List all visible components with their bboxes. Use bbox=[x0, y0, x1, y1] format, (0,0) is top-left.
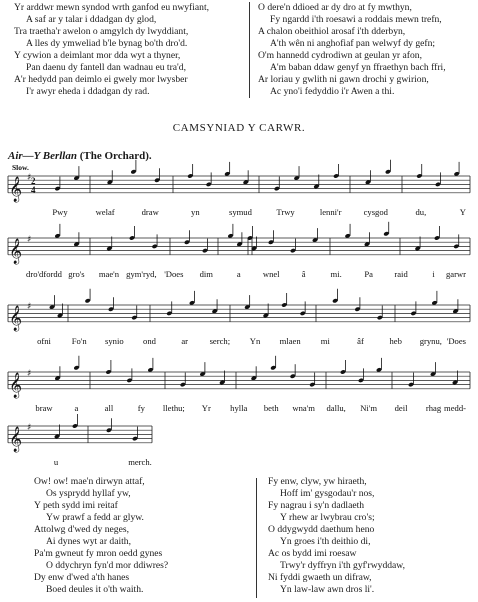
verse-line: O ddygwydd daethum heno bbox=[268, 524, 375, 535]
lyric-syllable: all bbox=[104, 402, 114, 413]
verse-line: Ac os bydd imi roesaw bbox=[268, 548, 357, 559]
treble-clef-icon: 𝄞 bbox=[9, 372, 23, 398]
treble-clef-icon: 𝄞 bbox=[9, 305, 23, 331]
lyric-syllable: Yr bbox=[201, 402, 211, 413]
lyric-syllable: mi bbox=[320, 335, 330, 346]
verse-line: Y rhew ar lwybrau cro's; bbox=[280, 512, 375, 523]
verse-line: Y peth sydd imi reitaf bbox=[34, 500, 118, 511]
lyric-syllable: u bbox=[53, 456, 59, 467]
verse-line: I'r awyr eheda i ddadgan dy rad. bbox=[26, 86, 150, 97]
verse-line: O ddychryn fyn'd mor ddiwres? bbox=[46, 560, 169, 571]
verse-line: O dere'n ddioed ar dy dro at fy mwthyn, bbox=[258, 2, 412, 13]
lyric-syllable: beth bbox=[263, 402, 279, 413]
time-signature-top: 2 bbox=[31, 176, 36, 186]
lyric-syllable: 'Does bbox=[446, 335, 466, 346]
verse-line: Dy enw d'wed a'th hanes bbox=[34, 572, 130, 583]
lyric-syllable: Pwy bbox=[52, 206, 68, 217]
treble-clef-icon: 𝄞 bbox=[9, 238, 23, 264]
verse-line: Attolwg d'wed dy neges, bbox=[34, 524, 129, 535]
lyric-syllable: symud bbox=[228, 206, 252, 217]
lyric-syllable: a bbox=[74, 402, 79, 413]
verse-line: A'r hedydd pan deimlo ei gwely mor lwysber bbox=[14, 74, 188, 85]
lyric-syllable: serch; bbox=[209, 335, 231, 346]
lyric-syllable: lenni'r bbox=[319, 206, 342, 217]
sharp-key-signature-icon: ♯ bbox=[27, 369, 32, 379]
lyric-syllable: medd- bbox=[444, 402, 466, 413]
lyric-syllable: Fo'n bbox=[71, 335, 87, 346]
top-right-stanza bbox=[258, 2, 470, 98]
lyric-syllable: ar bbox=[181, 335, 189, 346]
lyric-syllable: Yn bbox=[249, 335, 261, 346]
treble-clef-icon: 𝄞 bbox=[9, 426, 23, 452]
sharp-key-signature-icon: ♯ bbox=[27, 302, 32, 312]
treble-clef-icon: 𝄞 bbox=[9, 176, 23, 202]
sharp-key-signature-icon: ♯ bbox=[27, 423, 32, 433]
verse-line: Trwy'r dyffryn i'th gyf'rwyddaw, bbox=[280, 560, 406, 571]
lyric-syllable: mae'n bbox=[98, 268, 120, 279]
verse-line: Os ysprydd hyllaf yw, bbox=[46, 488, 131, 499]
verse-line: A saf ar y talar i ddadgan dy glod, bbox=[26, 14, 157, 25]
lyric-syllable: hylla bbox=[230, 402, 248, 413]
lyric-syllable: llethu; bbox=[162, 402, 185, 413]
verse-line: Fy nagrau i sy'n dadlaeth bbox=[268, 500, 365, 511]
lyric-syllable: deil bbox=[394, 402, 408, 413]
lyric-syllable: draw bbox=[141, 206, 159, 217]
verse-line: Boed deules it o'th waith. bbox=[46, 584, 144, 595]
column-divider-top bbox=[249, 2, 250, 98]
lyric-syllable: gym'ryd, bbox=[126, 268, 157, 279]
verse-line: O'm hannedd cydrodiwn at geulan yr afon, bbox=[258, 50, 422, 61]
time-signature-bottom: 4 bbox=[31, 185, 36, 195]
verse-line: Yn groes i'th deithio di, bbox=[280, 536, 371, 547]
lyric-syllable: rhag bbox=[425, 402, 442, 413]
lyric-syllable: ofni bbox=[37, 335, 51, 346]
air-name: Air—Y Berllan bbox=[8, 150, 77, 162]
air-translation: (The Orchard). bbox=[79, 150, 152, 162]
verse-line: Ai dynes wyt ar daith, bbox=[46, 536, 131, 547]
song-title: CAMSYNIAD Y CARWR. bbox=[172, 122, 306, 134]
tempo-marking: Slow. bbox=[12, 163, 29, 172]
lyric-syllable: raid bbox=[394, 268, 408, 279]
lyric-syllable: Trwy bbox=[276, 206, 295, 217]
lyric-syllable: du, bbox=[415, 206, 427, 217]
verse-line: A'th wên ni anghofiaf pan welwyf dy gefn; bbox=[270, 38, 436, 49]
lyric-syllable: merch. bbox=[128, 456, 152, 467]
verse-line: Fy ngardd i'th roesawi a roddais mewn trefn, bbox=[270, 14, 442, 25]
lyric-syllable: gro's bbox=[68, 268, 85, 279]
verse-line: Pan daenu dy fantell dan wadnau eu tra'd, bbox=[26, 62, 186, 73]
lyric-syllable: cysgod bbox=[363, 206, 388, 217]
verse-line: Ni fyddi gwaeth un difraw, bbox=[268, 572, 372, 583]
verse-line: Ow! ow! mae'n dirwyn attaf, bbox=[34, 476, 145, 487]
lyric-syllable: 'Does bbox=[164, 268, 184, 279]
verse-line: A lles dy ymweliad b'le bynag bo'th dro'd. bbox=[26, 38, 188, 49]
lyric-syllable: ond bbox=[143, 335, 156, 346]
lyric-syllable: braw bbox=[35, 402, 53, 413]
lyric-syllable: a bbox=[236, 268, 241, 279]
lyric-syllable: welaf bbox=[95, 206, 115, 217]
lyric-syllable: garwr bbox=[445, 268, 466, 279]
lyric-syllable: â bbox=[301, 268, 306, 279]
lyric-syllable: dro'dfordd bbox=[26, 268, 62, 279]
lyric-syllable: Y bbox=[459, 206, 466, 217]
lyric-syllable: yn bbox=[191, 206, 200, 217]
bottom-left-stanza bbox=[34, 476, 244, 596]
lyric-syllable: fy bbox=[137, 402, 145, 413]
sharp-key-signature-icon: ♯ bbox=[27, 173, 32, 183]
lyric-syllable: synio bbox=[105, 335, 124, 346]
lyric-syllable: dim bbox=[199, 268, 213, 279]
lyric-syllable: i bbox=[432, 268, 435, 279]
lyric-syllable: heb bbox=[389, 335, 402, 346]
column-divider-bottom bbox=[256, 478, 257, 598]
verse-line: Fy enw, clyw, yw hiraeth, bbox=[268, 476, 367, 487]
bottom-right-stanza bbox=[268, 476, 468, 596]
verse-line: Hoff im' gysgodau'r nos, bbox=[280, 488, 375, 499]
sharp-key-signature-icon: ♯ bbox=[27, 235, 32, 245]
lyric-syllable: wna'm bbox=[292, 402, 315, 413]
lyric-syllable: dallu, bbox=[326, 402, 346, 413]
verse-line: Y cywion a deimlant mor dda wyt a thyner, bbox=[14, 50, 181, 61]
lyric-syllable: grynu, bbox=[419, 335, 442, 346]
verse-line: A'm baban ddaw genyf yn ffraethyn bach ffri, bbox=[270, 62, 446, 73]
sheet-music bbox=[0, 160, 478, 467]
verse-line: Ar loriau y gwlith ni gawn drochi y gwirion, bbox=[258, 74, 429, 85]
lyric-syllable: âf bbox=[357, 335, 364, 346]
verse-line: Tra traetha'r awelon o amgylch dy lwyddiant, bbox=[14, 26, 189, 37]
verse-line: Yr arddwr mewn syndod wrth ganfod eu nwyfiant, bbox=[14, 2, 210, 13]
lyric-syllable: Ni'm bbox=[360, 402, 378, 413]
lyric-syllable: Pa bbox=[364, 268, 373, 279]
lyric-syllable: mlaen bbox=[279, 335, 301, 346]
top-left-stanza bbox=[14, 2, 242, 98]
lyric-syllable: wnel bbox=[262, 268, 280, 279]
verse-line: Pa'm gwneut fy mron oedd gynes bbox=[34, 548, 163, 559]
verse-line: Yw prawf a fedd ar glyw. bbox=[46, 512, 144, 523]
verse-line: A chalon obeithiol arosaf i'th dderbyn, bbox=[258, 26, 406, 37]
lyric-syllable: mi. bbox=[330, 268, 342, 279]
verse-line: Yn law-law awn dros li'. bbox=[280, 584, 375, 595]
verse-line: Ac yno'i fedyddio i'r Awen a thi. bbox=[270, 86, 395, 97]
